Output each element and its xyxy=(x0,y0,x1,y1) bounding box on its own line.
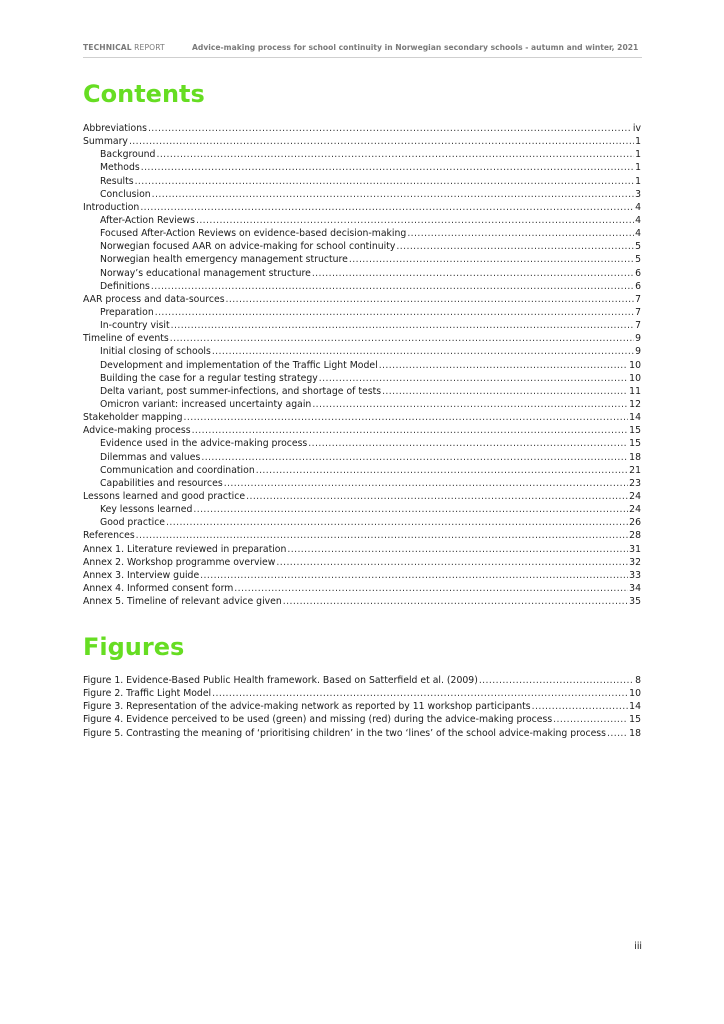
toc-entry[interactable] xyxy=(83,227,641,240)
toc-entry-page: 15 xyxy=(629,438,641,450)
toc-entry-page: 6 xyxy=(635,267,641,279)
toc-entry[interactable] xyxy=(83,306,641,319)
toc-entry[interactable] xyxy=(83,424,641,437)
toc-entry[interactable] xyxy=(83,332,641,345)
toc-entry-label: Annex 1. Literature reviewed in preparation xyxy=(83,543,287,555)
toc-entry[interactable] xyxy=(83,437,641,450)
figure-entry-label: Figure 3. Representation of the advice-making network as reported by 11 workshop participants xyxy=(83,701,531,713)
dot-leader xyxy=(224,477,628,490)
figure-entry[interactable] xyxy=(83,700,641,713)
toc-entry-label: In-country visit xyxy=(100,320,170,332)
toc-entry-page: 7 xyxy=(635,293,641,305)
table-of-contents xyxy=(83,122,641,608)
toc-entry[interactable] xyxy=(83,556,641,569)
toc-entry-page: 5 xyxy=(635,241,641,253)
toc-entry[interactable] xyxy=(83,529,641,542)
dot-leader xyxy=(193,503,628,516)
toc-entry-label: Capabilities and resources xyxy=(100,477,223,489)
dot-leader xyxy=(148,122,632,135)
toc-entry-label: Annex 3. Interview guide xyxy=(83,569,200,581)
dot-leader xyxy=(141,161,634,174)
toc-entry-label: Timeline of events xyxy=(83,333,169,345)
toc-entry-page: 9 xyxy=(635,333,641,345)
toc-entry-label: Initial closing of schools xyxy=(100,346,211,358)
toc-entry-page: 14 xyxy=(629,412,641,424)
toc-entry[interactable] xyxy=(83,214,641,227)
toc-entry-page: 12 xyxy=(629,398,641,410)
dot-leader xyxy=(532,700,629,713)
figure-entry[interactable] xyxy=(83,727,641,740)
toc-entry-page: 4 xyxy=(635,214,641,226)
toc-entry-page: 34 xyxy=(629,582,641,594)
dot-leader xyxy=(349,253,634,266)
toc-entry-label: Focused After-Action Reviews on evidence-based decision-making xyxy=(100,228,407,240)
figure-entry-page: 10 xyxy=(629,688,641,700)
toc-entry-page: 5 xyxy=(635,254,641,266)
dot-leader xyxy=(287,543,628,556)
toc-entry[interactable] xyxy=(83,161,641,174)
toc-entry[interactable] xyxy=(83,490,641,503)
toc-entry-page: 10 xyxy=(629,372,641,384)
toc-entry-label: Annex 4. Informed consent form xyxy=(83,582,234,594)
figure-entry-page: 14 xyxy=(629,701,641,713)
dot-leader xyxy=(200,569,628,582)
toc-entry[interactable] xyxy=(83,280,641,293)
toc-entry[interactable] xyxy=(83,267,641,280)
dot-leader xyxy=(319,372,628,385)
list-of-figures xyxy=(83,674,641,740)
figure-entry-label: Figure 5. Contrasting the meaning of ‘prioritising children’ in the two ‘lines’ of the school advice-making process xyxy=(83,727,606,739)
figure-entry[interactable] xyxy=(83,687,641,700)
dot-leader xyxy=(553,713,628,726)
dot-leader xyxy=(479,674,634,687)
toc-entry-label: After-Action Reviews xyxy=(100,214,195,226)
dot-leader xyxy=(170,332,634,345)
toc-entry[interactable] xyxy=(83,240,641,253)
toc-entry-page: 32 xyxy=(629,556,641,568)
toc-entry-label: Annex 2. Workshop programme overview xyxy=(83,556,276,568)
toc-entry[interactable] xyxy=(83,319,641,332)
dot-leader xyxy=(136,529,628,542)
dot-leader xyxy=(135,175,635,188)
toc-entry-label: Summary xyxy=(83,136,128,148)
toc-entry-page: 1 xyxy=(635,162,641,174)
dot-leader xyxy=(166,516,628,529)
dot-leader xyxy=(212,345,634,358)
dot-leader xyxy=(212,687,628,700)
figure-entry[interactable] xyxy=(83,674,641,687)
toc-entry[interactable] xyxy=(83,569,641,582)
toc-entry-page: 10 xyxy=(629,359,641,371)
toc-entry[interactable] xyxy=(83,148,641,161)
report-title: Advice-making process for school continuity in Norwegian secondary schools - autumn and winter, 2021 xyxy=(192,43,639,52)
running-header xyxy=(83,43,642,58)
toc-entry-label: Communication and coordination xyxy=(100,464,255,476)
page-number: iii xyxy=(634,941,642,952)
dot-leader xyxy=(171,319,634,332)
dot-leader xyxy=(155,306,634,319)
toc-entry[interactable] xyxy=(83,175,641,188)
dot-leader xyxy=(152,188,634,201)
toc-entry-page: 24 xyxy=(629,490,641,502)
toc-entry-label: Results xyxy=(100,175,134,187)
toc-entry-label: Annex 5. Timeline of relevant advice given xyxy=(83,596,282,608)
toc-entry-page: 23 xyxy=(629,477,641,489)
toc-entry-label: Key lessons learned xyxy=(100,504,193,516)
figure-entry-page: 8 xyxy=(635,675,641,686)
toc-entry[interactable] xyxy=(83,345,641,358)
toc-entry-page: 21 xyxy=(629,464,641,476)
dot-leader xyxy=(246,490,628,503)
toc-entry[interactable] xyxy=(83,516,641,529)
toc-entry[interactable] xyxy=(83,451,641,464)
figure-entry[interactable] xyxy=(83,713,641,726)
toc-entry-label: Preparation xyxy=(100,306,154,318)
toc-entry-label: Good practice xyxy=(100,517,166,529)
dot-leader xyxy=(151,280,634,293)
toc-entry-page: 4 xyxy=(635,201,641,213)
toc-entry-label: Background xyxy=(100,149,156,161)
dot-leader xyxy=(156,148,634,161)
toc-entry-label: Conclusion xyxy=(100,188,151,200)
toc-entry[interactable] xyxy=(83,543,641,556)
toc-entry-page: 1 xyxy=(635,136,641,148)
dot-leader xyxy=(407,227,634,240)
toc-entry-page: 9 xyxy=(635,346,641,358)
toc-entry-label: Lessons learned and good practice xyxy=(83,490,246,502)
toc-entry[interactable] xyxy=(83,359,641,372)
toc-entry[interactable] xyxy=(83,477,641,490)
dot-leader xyxy=(196,214,634,227)
toc-entry[interactable] xyxy=(83,372,641,385)
toc-entry-label: Evidence used in the advice-making process xyxy=(100,438,308,450)
dot-leader xyxy=(140,201,634,214)
toc-entry-page: 7 xyxy=(635,306,641,318)
dot-leader xyxy=(312,267,634,280)
toc-entry-page: 1 xyxy=(635,175,641,187)
toc-entry[interactable] xyxy=(83,253,641,266)
toc-entry-page: 6 xyxy=(635,280,641,292)
toc-entry-page: 24 xyxy=(629,504,641,516)
contents-heading: Contents xyxy=(83,80,205,108)
dot-leader xyxy=(276,556,628,569)
dot-leader xyxy=(184,411,629,424)
toc-entry-page: 26 xyxy=(629,517,641,529)
dot-leader xyxy=(283,595,628,608)
toc-entry-label: Omicron variant: increased uncertainty again xyxy=(100,398,312,410)
toc-entry-label: References xyxy=(83,530,135,542)
dot-leader xyxy=(192,424,629,437)
toc-entry-label: Definitions xyxy=(100,280,150,292)
toc-entry-label: Development and implementation of the Traffic Light Model xyxy=(100,359,378,371)
toc-entry-label: Methods xyxy=(100,162,140,174)
figure-entry-page: 18 xyxy=(629,727,641,739)
figures-heading: Figures xyxy=(83,633,185,661)
dot-leader xyxy=(396,240,634,253)
figure-entry-label: Figure 2. Traffic Light Model xyxy=(83,688,212,700)
toc-entry[interactable] xyxy=(83,464,641,477)
dot-leader xyxy=(382,385,628,398)
dot-leader xyxy=(607,727,628,740)
toc-entry-label: Introduction xyxy=(83,201,140,213)
dot-leader xyxy=(379,359,628,372)
dot-leader xyxy=(226,293,635,306)
dot-leader xyxy=(256,464,628,477)
toc-entry-label: Building the case for a regular testing strategy xyxy=(100,372,318,384)
dot-leader xyxy=(129,135,634,148)
toc-entry-page: 3 xyxy=(635,188,641,200)
toc-entry[interactable] xyxy=(83,293,641,306)
toc-entry-label: Norwegian focused AAR on advice-making for school continuity xyxy=(100,241,396,253)
dot-leader xyxy=(234,582,628,595)
toc-entry[interactable] xyxy=(83,135,641,148)
toc-entry-label: Dilemmas and values xyxy=(100,451,201,463)
toc-entry-page: 4 xyxy=(635,228,641,240)
figure-entry-page: 15 xyxy=(629,714,641,726)
toc-entry-label: Stakeholder mapping xyxy=(83,412,183,424)
toc-entry[interactable] xyxy=(83,595,641,608)
report-type: TECHNICAL REPORT xyxy=(83,43,165,52)
toc-entry-page: 15 xyxy=(629,425,641,437)
toc-entry-page: 18 xyxy=(629,451,641,463)
toc-entry-page: 31 xyxy=(629,543,641,555)
toc-entry-page: 33 xyxy=(629,569,641,581)
dot-leader xyxy=(201,451,628,464)
toc-entry[interactable] xyxy=(83,122,641,135)
toc-entry-page: iv xyxy=(632,123,641,134)
toc-entry[interactable] xyxy=(83,188,641,201)
toc-entry[interactable] xyxy=(83,398,641,411)
toc-entry[interactable] xyxy=(83,411,641,424)
dot-leader xyxy=(308,437,628,450)
toc-entry-label: Norwegian health emergency management structure xyxy=(100,254,348,266)
toc-entry-page: 35 xyxy=(629,596,641,608)
toc-entry-page: 28 xyxy=(629,530,641,542)
toc-entry[interactable] xyxy=(83,385,641,398)
dot-leader xyxy=(312,398,628,411)
toc-entry-page: 11 xyxy=(629,385,641,397)
toc-entry-label: Delta variant, post summer-infections, and shortage of tests xyxy=(100,385,382,397)
toc-entry-label: Norway’s educational management structure xyxy=(100,267,311,279)
toc-entry-label: Advice-making process xyxy=(83,425,191,437)
toc-entry[interactable] xyxy=(83,503,641,516)
toc-entry[interactable] xyxy=(83,201,641,214)
figure-entry-label: Figure 1. Evidence-Based Public Health framework. Based on Satterfield et al. (2009) xyxy=(83,675,478,686)
toc-entry-label: Abbreviations xyxy=(83,123,147,134)
toc-entry-page: 7 xyxy=(635,320,641,332)
toc-entry[interactable] xyxy=(83,582,641,595)
figure-entry-label: Figure 4. Evidence perceived to be used (green) and missing (red) during the advice-making process xyxy=(83,714,553,726)
toc-entry-page: 1 xyxy=(635,149,641,161)
toc-entry-label: AAR process and data-sources xyxy=(83,293,225,305)
